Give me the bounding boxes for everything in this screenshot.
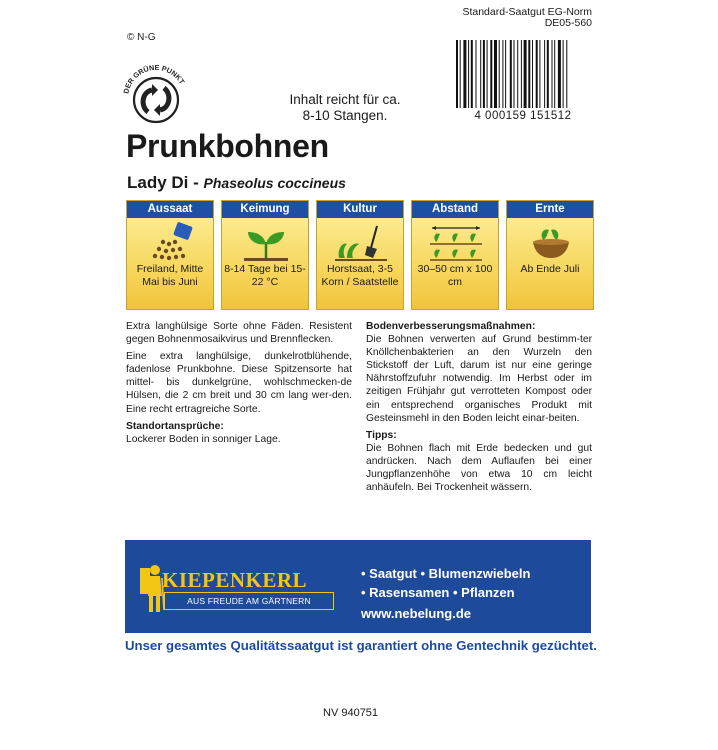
product-variety — [127, 173, 346, 193]
boden-heading: Bodenverbesserungsmaßnahmen: — [366, 321, 536, 332]
barcode-number: 4 000159 151512 — [448, 108, 598, 122]
svg-text:DER GRÜNE PUNKT: DER GRÜNE PUNKT — [121, 62, 187, 95]
tile-heading: Keimung — [222, 201, 308, 218]
tile-heading: Aussaat — [127, 201, 213, 218]
website-link[interactable]: www.nebelung.de — [361, 606, 472, 621]
copyright-label: © N-G — [127, 32, 156, 43]
standard-code: DE05-560 — [544, 17, 592, 29]
article-number: NV 940751 — [323, 707, 379, 719]
product-range-line-2: • Rasensamen • Pflanzen — [361, 585, 515, 600]
standard-label: Standard-Saatgut EG-Norm — [462, 6, 592, 18]
tile-heading: Kultur — [317, 201, 403, 218]
tile-heading: Ernte — [507, 201, 593, 218]
brand-slogan: AUS FREUDE AM GÄRTNERN — [164, 592, 334, 610]
description-column — [126, 320, 352, 446]
variety-name: Lady Di - — [127, 173, 199, 192]
tile-text: Freiland, Mitte Mai bis Juni — [136, 263, 204, 288]
tile-aussaat — [126, 200, 214, 310]
spacing-icon — [426, 222, 486, 262]
tile-keimung — [221, 200, 309, 310]
tile-text: 30–50 cm x 100 cm — [417, 263, 493, 288]
content-note: Inhalt reicht für ca. 8-10 Stangen. — [289, 92, 401, 123]
green-dot-icon — [118, 60, 194, 136]
gmo-free-guarantee: Unser gesamtes Qualitätssaatgut ist garantiert ohne Gentechnik gezüchtet. — [125, 638, 597, 653]
latin-name: Phaseolus coccineus — [203, 175, 346, 191]
description-text: Eine extra langhülsige, dunkelrotblühende, fadenlose Prunkbohne. Diese Spitzensorte hat mittel- bis dunkelgrüne, wohlschmecken-de Hülsen, die 2 cm breit und 30 cm lang wer-den. Eine recht ertragreiche Sorte. — [126, 351, 352, 415]
tipps-text: Die Bohnen flach mit Erde bedecken und gut andrücken. Nach dem Auflaufen bei einer Jungpflanzenhöhe von etwa 10 cm leicht anhäufeln. Bei Trockenheit wässern. — [366, 442, 592, 494]
planting-spade-icon — [331, 222, 391, 262]
product-range-line-1: • Saatgut • Blumenzwiebeln — [361, 566, 531, 581]
standort-text: Lockerer Boden in sonniger Lage. — [126, 433, 281, 445]
tile-text: Horstsaat, 3-5 Korn / Saatstelle — [321, 263, 399, 288]
tile-text: 8-14 Tage bei 15-22 °C — [224, 263, 306, 288]
boden-text: Die Bohnen verwerten auf Grund bestimm-ter Knöllchenbakterien an den Wurzeln den Stickstoff der Luft, darum ist nur eine geringe Nährstoffzufuhr notwendig. Im Herbst oder im zeitigen Frühjahr gut verrotteten Kompost oder ein entsprechend organisches Produkt mit Gesteinsmehl in den Boden leicht einar-beiten. — [366, 334, 592, 424]
tile-ernte — [506, 200, 594, 310]
tipps-heading: Tipps: — [366, 429, 397, 441]
intro-text: Extra langhülsige Sorte ohne Fäden. Resistent gegen Bohnenmosaikvirus und Brennflecken. — [126, 321, 352, 346]
harvest-bowl-icon — [521, 222, 581, 262]
brand-name: KIEPENKERL — [162, 568, 308, 592]
tile-abstand — [411, 200, 499, 310]
seedling-icon — [236, 222, 296, 262]
tile-heading: Abstand — [412, 201, 498, 218]
seed-bag-icon — [141, 222, 201, 262]
standort-heading: Standortansprüche: — [126, 420, 224, 432]
product-title: Prunkbohnen — [126, 128, 329, 164]
care-column — [366, 320, 592, 494]
tile-kultur — [316, 200, 404, 310]
tile-text: Ab Ende Juli — [520, 263, 580, 275]
